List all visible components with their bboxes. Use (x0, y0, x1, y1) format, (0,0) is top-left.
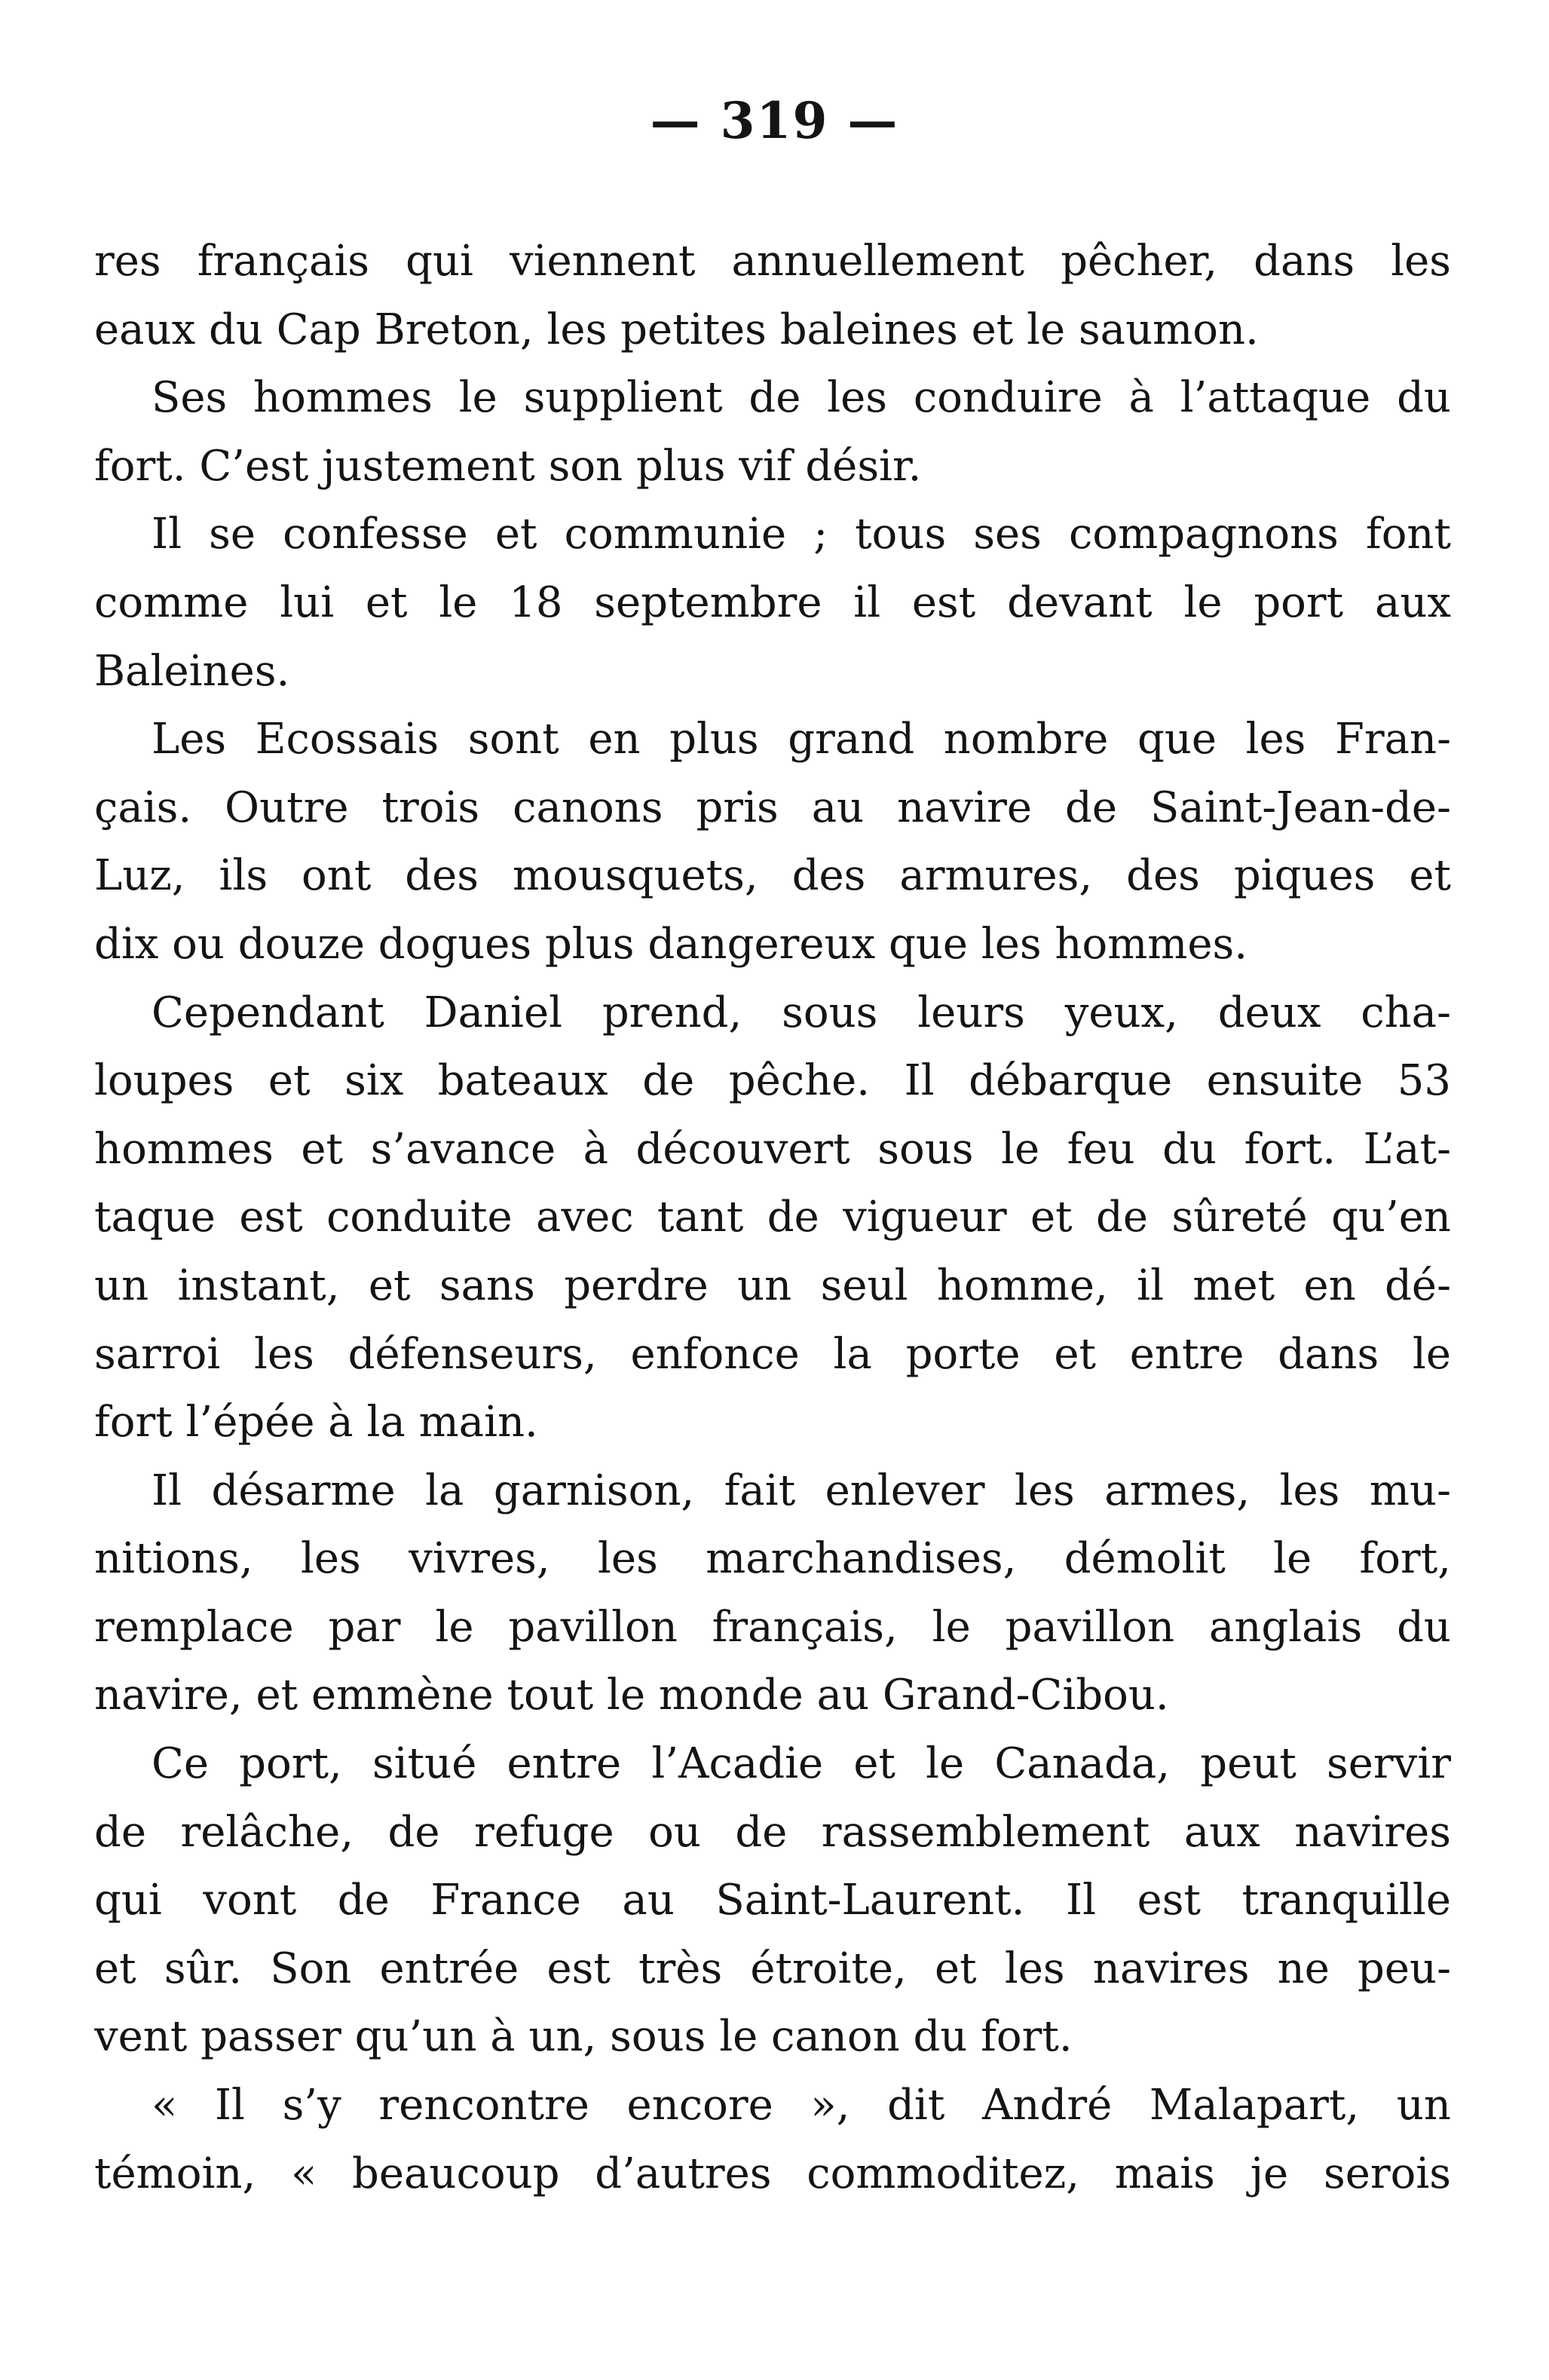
text-line: qui vont de France au Saint-Laurent. Il est tranquille (94, 1876, 1451, 1925)
text-line: de relâche, de refuge ou de rassemblement aux navires (94, 1807, 1451, 1857)
text-line: comme lui et le 18 septembre il est devant le port aux (94, 577, 1451, 627)
text-line: fort l’épée à la main. (94, 1398, 538, 1447)
page-number: — 319 — (650, 91, 899, 150)
text-line: nitions, les vivres, les marchandises, démolit le fort, (94, 1534, 1451, 1584)
text-line: Les Ecossais sont en plus grand nombre que les Fran- (152, 715, 1451, 764)
text-line: sarroi les défenseurs, enfonce la porte et entre dans le (94, 1329, 1451, 1379)
text-line: Il se confesse et communie ; tous ses compagnons font (152, 510, 1451, 559)
text-line: dix ou douze dogues plus dangereux que les hommes. (94, 919, 1248, 969)
text-line: Luz, ils ont des mousquets, des armures, des piques et (94, 851, 1451, 901)
text-line: çais. Outre trois canons pris au navire de Saint-Jean-de- (94, 783, 1451, 832)
text-line: Ses hommes le supplient de les conduire à l’attaque du (152, 373, 1451, 423)
text-line: Baleines. (94, 646, 290, 696)
text-line: vent passer qu’un à un, sous le canon du fort. (94, 2012, 1073, 2062)
text-line: taque est conduite avec tant de vigueur et de sûreté qu’en (94, 1193, 1451, 1242)
text-line: loupes et six bateaux de pêche. Il débarque ensuite 53 (94, 1056, 1451, 1106)
text-line: eaux du Cap Breton, les petites baleines et le saumon. (94, 305, 1259, 354)
text-line: Cependant Daniel prend, sous leurs yeux, deux cha- (152, 988, 1451, 1037)
text-line: témoin, « beaucoup d’autres commoditez, mais je serois (94, 2149, 1451, 2198)
text-line: remplace par le pavillon français, le pavillon anglais du (94, 1602, 1451, 1652)
body-text (94, 228, 1451, 2208)
text-line: un instant, et sans perdre un seul homme, il met en dé- (94, 1260, 1451, 1310)
text-line: Ce port, situé entre l’Acadie et le Canada, peut servir (152, 1739, 1451, 1789)
text-line: Il désarme la garnison, fait enlever les armes, les mu- (152, 1466, 1451, 1515)
text-line: res français qui viennent annuellement pêcher, dans les (94, 237, 1451, 286)
text-line: fort. C’est justement son plus vif désir. (94, 441, 922, 491)
text-line: « Il s’y rencontre encore », dit André Malapart, un (152, 2081, 1451, 2130)
text-line: hommes et s’avance à découvert sous le feu du fort. L’at- (94, 1124, 1451, 1174)
text-line: et sûr. Son entrée est très étroite, et les navires ne peu- (94, 1944, 1451, 1993)
text-line: navire, et emmène tout le monde au Grand-Cibou. (94, 1671, 1169, 1720)
